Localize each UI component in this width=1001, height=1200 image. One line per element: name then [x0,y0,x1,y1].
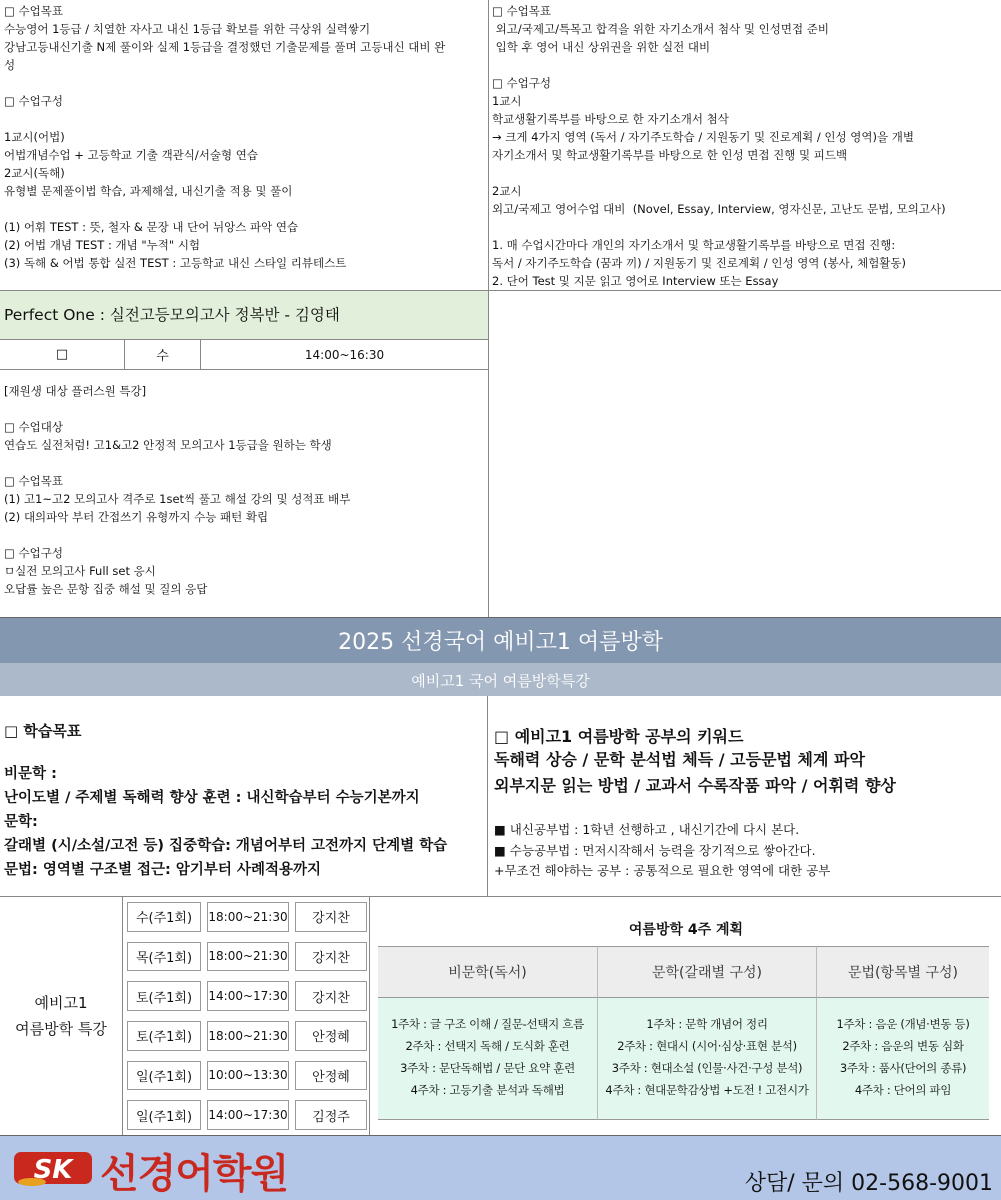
session-row [123,1016,369,1056]
session-teacher: 김정주 [295,1100,367,1130]
plan-item: 4주차 : 현대문학감상법 +도전 ! 고전시가 [605,1083,809,1097]
text-line: 자기소개서 및 학교생활기록부를 바탕으로 한 인성 면접 진행 및 피드백 [492,148,848,162]
text-line: (2) 대의파악 부터 간접쓰기 유형까지 수능 패턴 확립 [4,510,269,524]
course-name-line2: 여름방학 특강 [15,1020,107,1038]
plan-item: 3주차 : 품사(단어의 종류) [839,1061,967,1075]
text-line [492,218,946,236]
plan-item: 2주차 : 선택지 독해 / 도식화 훈련 [405,1039,570,1053]
goal-line: 비문학 : [4,766,57,782]
top-left-content [4,2,445,272]
note-line: ■ 내신공부법 : 1학년 선행하고 , 내신기간에 다시 본다. [494,822,800,837]
perfect-one-schedule-row [0,340,488,370]
goal-line: 문학: [4,814,38,830]
text-line [4,110,445,128]
plan-column-header: 비문학(독서) [378,946,597,998]
goal-line: 문법: 영역별 구조별 접근: 암기부터 사례적용까지 [4,862,321,878]
session-time: 18:00~21:30 [207,942,289,972]
sub-banner [0,663,1001,696]
plan-item: 2주차 : 음운의 변동 심화 [842,1039,964,1053]
keywords-notes [494,820,830,882]
text-line: □ 수업구성 [492,76,551,90]
footer [0,1135,1001,1200]
session-time: 18:00~21:30 [207,1021,289,1051]
text-line: (2) 어법 개념 TEST : 개념 "누적" 시험 [4,238,201,252]
perfect-one-title: Perfect One : 실전고등모의고사 정복반 - 김영태 [4,306,340,324]
session-row [123,937,369,977]
plan-item: 2주차 : 현대시 (시어·심상·표현 분석) [617,1039,797,1053]
perfect-one-content [4,382,350,598]
text-line: □ 수업목표 [492,4,551,18]
session-time: 18:00~21:30 [207,902,289,932]
text-line [492,56,946,74]
text-line: 오답률 높은 문항 집중 해설 및 질의 응답 [4,582,208,596]
keyword-line: 독해력 상승 / 문학 분석법 체득 / 고등문법 체계 파악 [494,750,865,769]
plan-item: 4주차 : 단어의 파임 [854,1083,952,1097]
text-line [4,454,350,472]
session-day: 토(주1회) [127,1021,201,1051]
session-time: 14:00~17:30 [207,1100,289,1130]
text-line: 입학 후 영어 내신 상위권을 위한 실전 대비 [492,40,711,54]
goals-panel [0,696,487,897]
text-line: 연습도 실전처럼! 고1&고2 안정적 모의고사 1등급을 원하는 학생 [4,438,332,452]
perfect-one-title-bar [0,291,488,340]
plan-column-header: 문학(갈래별 구성) [597,946,816,998]
text-line: 수능영어 1등급 / 치열한 자사고 내신 1등급 확보를 위한 극상위 실력쌓기 [4,22,371,36]
text-line: [재원생 대상 플러스원 특강] [4,384,147,398]
text-line [492,164,946,182]
text-line [4,400,350,418]
plan-column-body [597,998,816,1120]
text-line: 1교시 [492,94,522,108]
note-line: ■ 수능공부법 : 먼저시작해서 능력을 장기적으로 쌓아간다. [494,842,816,858]
note-line: +무조건 해야하는 공부 : 공통적으로 필요한 영역에 대한 공부 [494,863,831,878]
main-banner [0,617,1001,663]
text-line: 유형별 문제풀이법 학습, 과제해설, 내신기출 적용 및 풀이 [4,184,293,198]
session-row [123,897,369,937]
text-line: 강남고등내신기출 N제 풀이와 실제 1등급을 결정했던 기출문제를 풀며 고등내신 대비 완 [4,40,446,54]
schedule-day: 수 [125,340,201,369]
text-line: 성 [4,58,16,72]
text-line: ㅁ실전 모의고사 Full set 응시 [4,564,156,578]
plan-item: 3주차 : 현대소설 (인물·사건·구성 분석) [611,1061,803,1075]
session-day: 일(주1회) [127,1100,201,1130]
text-line: 학교생활기록부를 바탕으로 한 자기소개서 첨삭 [492,112,729,126]
text-line: 외고/국제고 영어수업 대비 (Novel, Essay, Interview, 영자신문, 고난도 문법, 모의고사) [492,202,946,216]
logo-mark-icon [12,1146,96,1190]
goals-heading: □ 학습목표 [4,722,82,740]
academy-name: 선경어학원 [100,1151,289,1197]
text-line: 독서 / 자기주도학습 (꿈과 끼) / 지원동기 및 진로계획 / 인성 영역 (봉사, 체험활동) [492,256,907,270]
schedule-checkbox[interactable]: □ [0,340,125,369]
text-line [4,526,350,544]
session-teacher: 안정혜 [295,1061,367,1091]
session-day: 토(주1회) [127,981,201,1011]
keywords-panel [487,696,1001,897]
text-line [4,200,445,218]
goal-line: 갈래별 (시/소설/고전 등) 집중학습: 개념어부터 고전까지 단계별 학습 [4,838,448,854]
text-line: (3) 독해 & 어법 통합 실전 TEST : 고등학교 내신 스타일 리뷰테스트 [4,256,347,270]
text-line: □ 수업목표 [4,4,63,18]
plan-title: 여름방학 4주 계획 [628,922,744,938]
goal-line: 난이도별 / 주제별 독해력 향상 훈련 : 내신학습부터 수능기본까지 [4,790,420,806]
plan-column-body [816,998,989,1120]
keywords-list [494,747,896,799]
plan-item: 1주차 : 음운 (개념·변동 등) [836,1017,970,1031]
banner-subtitle: 예비고1 국어 여름방학특강 [411,672,590,690]
banner-title: 2025 선경국어 예비고1 여름방학 [338,630,663,655]
session-row [123,1095,369,1135]
plan-item: 1주차 : 문학 개념어 정리 [646,1017,768,1031]
text-line: 1교시(어법) [4,130,65,144]
text-line: → 크게 4가지 영역 (독서 / 자기주도학습 / 지원동기 및 진로계획 / 인성 영역)을 개별 [492,130,914,144]
text-line: 2교시(독해) [4,166,65,180]
plan-grid [378,946,989,1120]
schedule-time: 14:00~16:30 [304,347,385,362]
text-line: (1) 어휘 TEST : 뜻, 철자 & 문장 내 단어 뉘앙스 파악 연습 [4,220,299,234]
text-line: 어법개념수업 + 고등학교 기출 객관식/서술형 연습 [4,148,258,162]
logo [12,1146,96,1190]
right-empty-cell [488,291,1001,617]
plan-column-header: 문법(항목별 구성) [816,946,989,998]
plan-column-body [378,998,597,1120]
text-line: □ 수업구성 [4,546,63,560]
session-teacher: 강지찬 [295,902,367,932]
plan-item: 1주차 : 글 구조 이해 / 질문-선택지 흐름 [391,1017,584,1031]
text-line: 2. 단어 Test 및 지문 읽고 영어로 Interview 또는 Essay [492,274,779,288]
session-time: 10:00~13:30 [207,1061,289,1091]
session-day: 일(주1회) [127,1061,201,1091]
session-day: 목(주1회) [127,942,201,972]
text-line: 2교시 [492,184,522,198]
session-row [123,1056,369,1096]
plan-item: 3주차 : 문단독해법 / 문단 요약 훈련 [400,1061,575,1075]
text-line: 1. 매 수업시간마다 개인의 자기소개서 및 학교생활기록부를 바탕으로 면접 진행: [492,238,896,252]
session-table [123,897,369,1135]
text-line [4,74,445,92]
keywords-heading: □ 예비고1 여름방학 공부의 키워드 [494,727,744,746]
plan-panel [369,897,1001,1135]
top-right-content [492,2,946,290]
text-line: (1) 고1~고2 모의고사 격주로 1set씩 풀고 해설 강의 및 성적표 배부 [4,492,351,506]
course-name-line1: 예비고1 [34,994,88,1012]
session-time: 14:00~17:30 [207,981,289,1011]
session-teacher: 강지찬 [295,981,367,1011]
session-teacher: 강지찬 [295,942,367,972]
session-day: 수(주1회) [127,902,201,932]
text-line: 외고/국제고/특목고 합격을 위한 자기소개서 첨삭 및 인성면접 준비 [492,22,829,36]
course-name-cell [0,897,123,1135]
plan-item: 4주차 : 고등기출 분석과 독해법 [410,1083,565,1097]
text-line: □ 수업목표 [4,474,63,488]
text-line: □ 수업구성 [4,94,63,108]
top-right-panel [488,0,1001,291]
text-line: □ 수업대상 [4,420,63,434]
session-row [123,976,369,1016]
goals-list [4,762,447,882]
session-teacher: 안정혜 [295,1021,367,1051]
keyword-line: 외부지문 읽는 방법 / 교과서 수록작품 파악 / 어휘력 향상 [494,776,896,795]
contact-info: 상담/ 문의 02-568-9001 [744,1171,993,1196]
top-left-panel [0,0,488,291]
svg-text:SK: SK [33,1155,73,1185]
